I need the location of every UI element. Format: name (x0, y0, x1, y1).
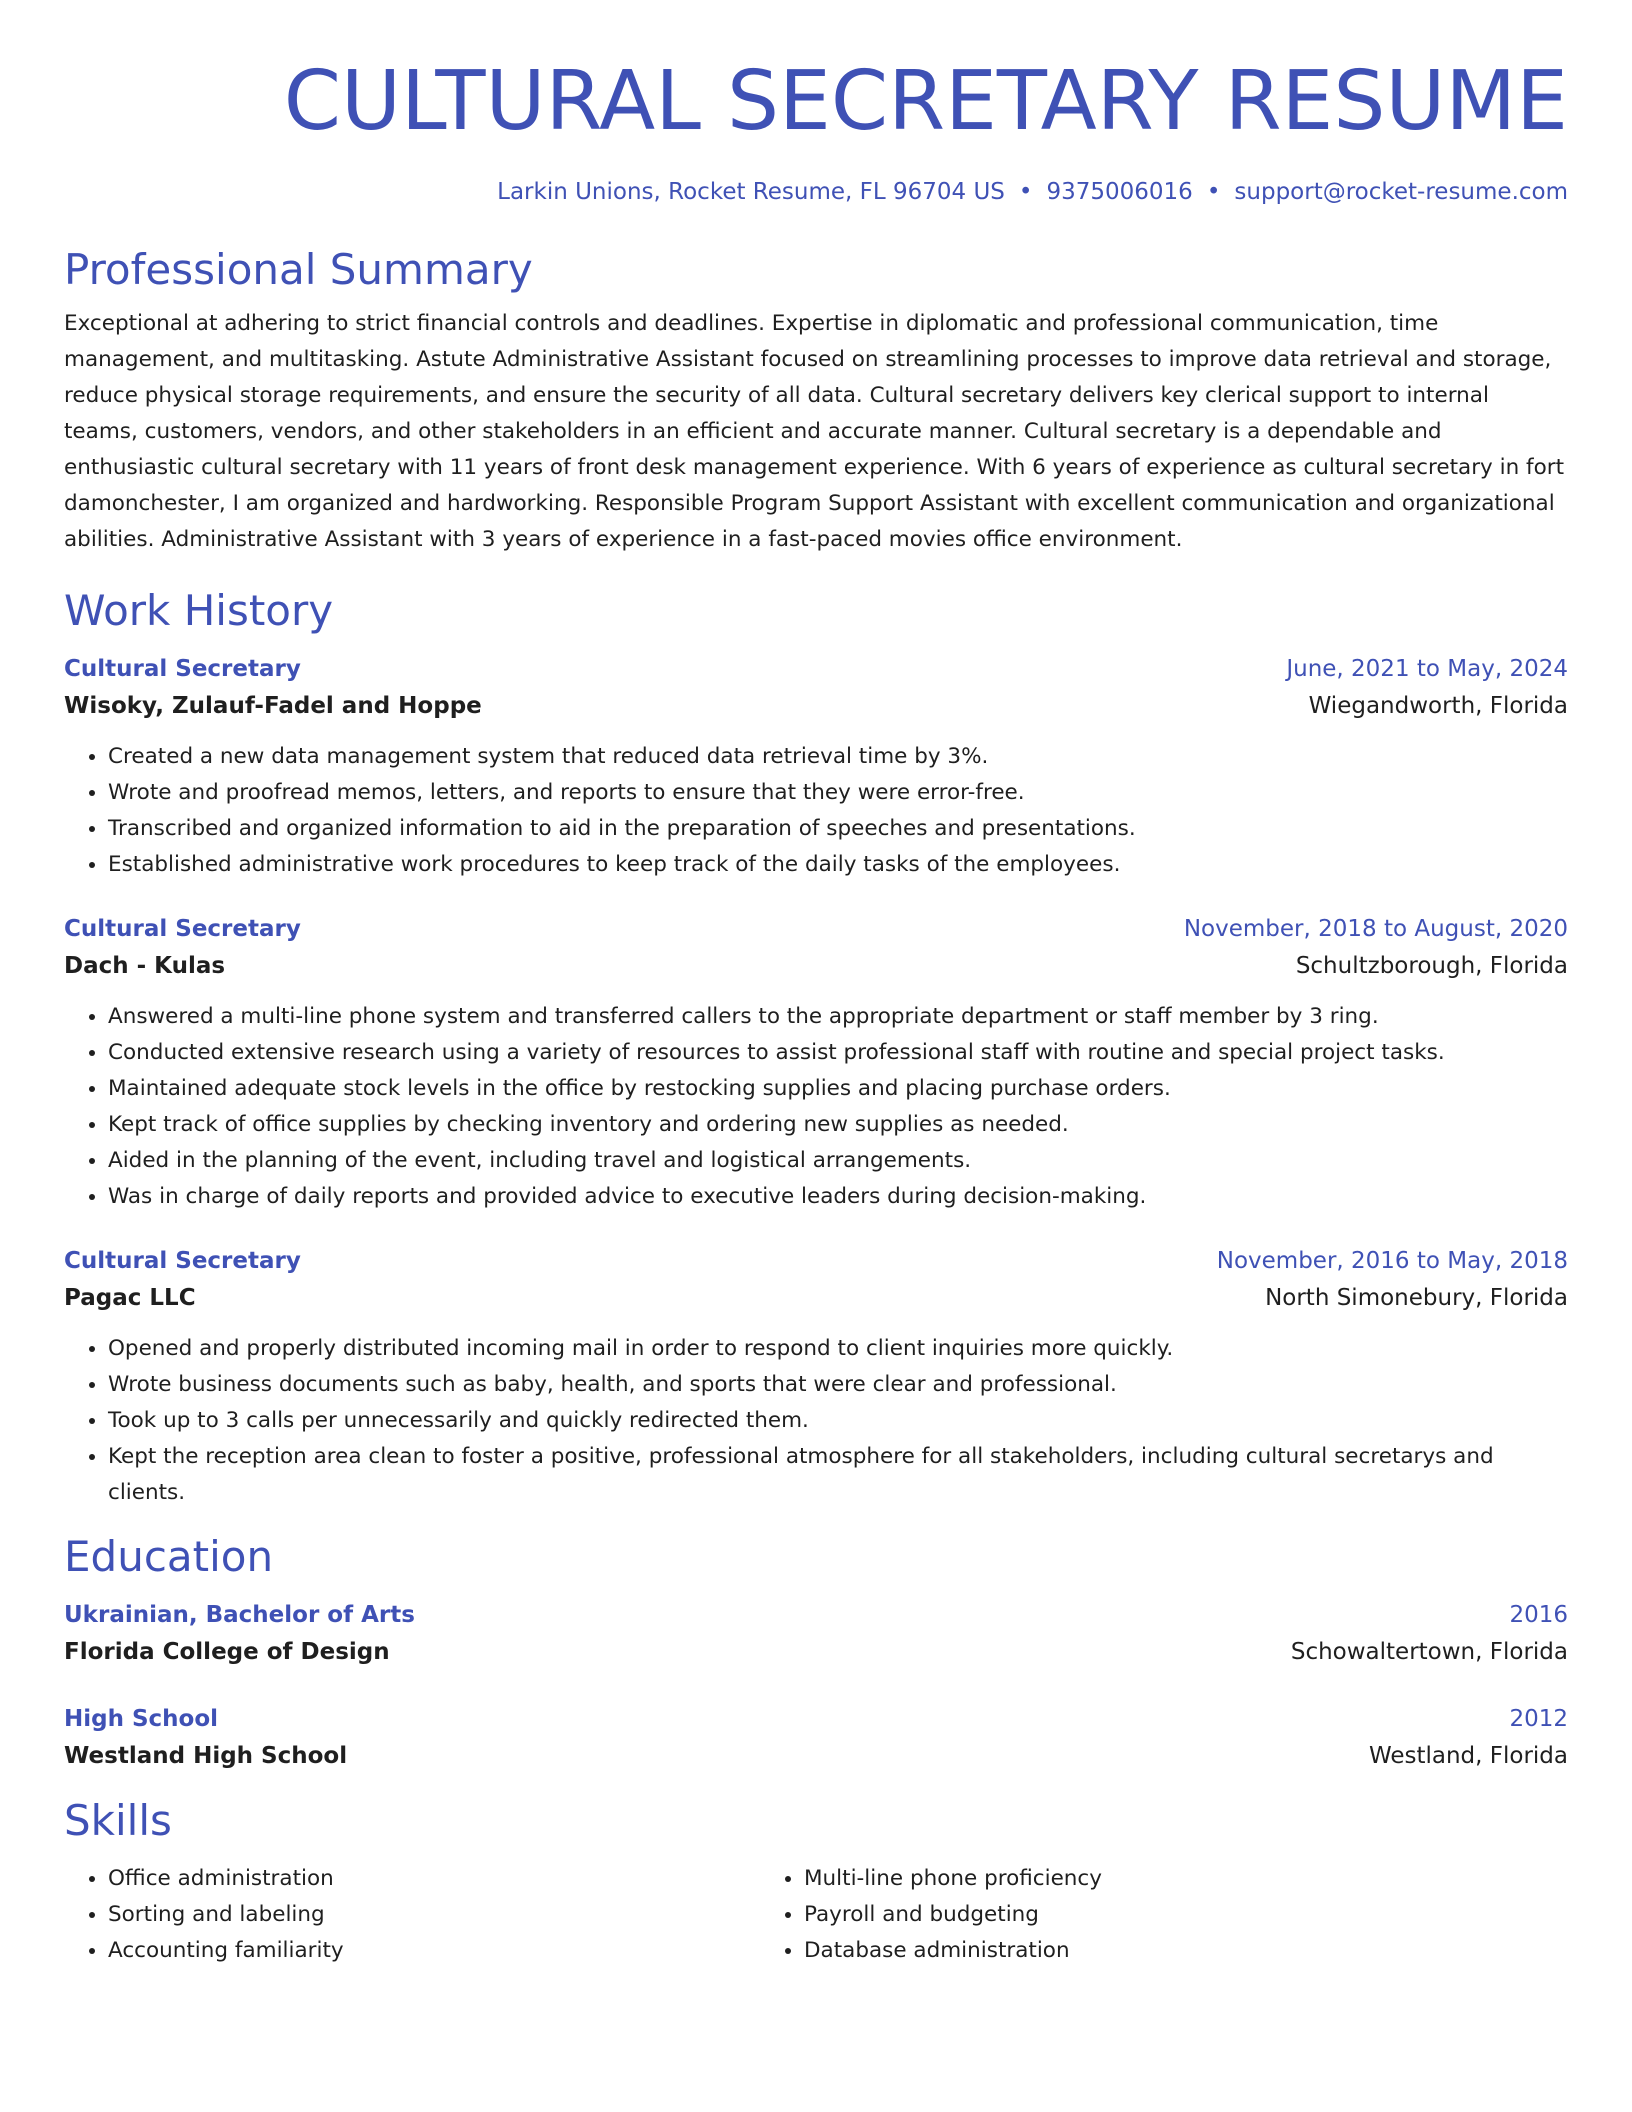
education-entry (64, 1597, 1568, 1671)
job-location: Schultzborough, Florida (1295, 953, 1568, 979)
education-degree: High School (64, 1706, 219, 1732)
skill-item: • Sorting and labeling (108, 1897, 760, 1933)
education-location: Schowaltertown, Florida (1290, 1639, 1568, 1665)
job-subheader (64, 1279, 1568, 1317)
contact-email: support@rocket-resume.com (1234, 179, 1568, 205)
job-bullet: • Was in charge of daily reports and provided advice to executive leaders during decision-making. (108, 1179, 1568, 1215)
job-bullet: • Opened and properly distributed incoming mail in order to respond to client inquiries more quickly. (108, 1331, 1568, 1367)
skills-column-left (64, 1861, 760, 1969)
resume-title: CULTURAL SECRETARY RESUME (283, 54, 1568, 149)
job-bullet: • Kept the reception area clean to foster a positive, professional atmosphere for all stakeholders, including cultural secretarys and clients. (108, 1439, 1568, 1511)
job-role: Cultural Secretary (64, 1248, 301, 1274)
education-entry (64, 1701, 1568, 1775)
job-bullet: • Took up to 3 calls per unnecessarily and quickly redirected them. (108, 1403, 1568, 1439)
contact-separator: • (1018, 179, 1033, 205)
job-subheader (64, 947, 1568, 985)
job-bullets (64, 739, 1568, 883)
job-dates: June, 2021 to May, 2024 (1286, 656, 1568, 682)
job-bullet: • Transcribed and organized information to aid in the preparation of speeches and presentations. (108, 811, 1568, 847)
job-bullet: • Wrote business documents such as baby, health, and sports that were clear and professional. (108, 1367, 1568, 1403)
job-dates: November, 2018 to August, 2020 (1183, 916, 1568, 942)
job-bullet: • Aided in the planning of the event, including travel and logistical arrangements. (108, 1143, 1568, 1179)
job-subheader (64, 687, 1568, 725)
education-header (64, 1701, 1568, 1737)
education-year: 2012 (1509, 1706, 1568, 1732)
education-year: 2016 (1509, 1602, 1568, 1628)
education-subheader (64, 1633, 1568, 1671)
contact-address: Larkin Unions, Rocket Resume, FL 96704 US (497, 179, 1005, 205)
job-header (64, 1243, 1568, 1279)
job-bullets (64, 1331, 1568, 1511)
skill-item: • Payroll and budgeting (804, 1897, 1456, 1933)
education-degree: Ukrainian, Bachelor of Arts (64, 1602, 415, 1628)
summary-heading: Professional Summary (64, 245, 533, 294)
summary-text: Exceptional at adhering to strict financial controls and deadlines. Expertise in diplomatic and professional communication, time management, and multitasking. Astute Administrative Assistant focused on streamlining processes to improve data retrieval and storage, reduce physical storage requirements, and ensure the security of all data. Cultural secretary delivers key clerical support to internal teams, customers, vendors, and other stakeholders in an efficient and accurate manner. Cultural secretary is a dependable and enthusiastic cultural secretary with 11 years of front desk management experience. With 6 years of experience as cultural secretary in fort damonchester, I am organized and hardworking. Responsible Program Support Assistant with excellent communication and organizational abilities. Administrative Assistant with 3 years of experience in a fast-paced movies office environment. (64, 311, 1565, 552)
education-header (64, 1597, 1568, 1633)
job-header (64, 911, 1568, 947)
job-entry (64, 651, 1568, 883)
job-company: Dach - Kulas (64, 953, 226, 979)
job-bullet: • Wrote and proofread memos, letters, and reports to ensure that they were error-free. (108, 775, 1568, 811)
job-company: Pagac LLC (64, 1285, 196, 1311)
skill-item: • Office administration (108, 1861, 760, 1897)
job-bullet: • Established administrative work procedures to keep track of the daily tasks of the employees. (108, 847, 1568, 883)
contact-separator: • (1206, 179, 1221, 205)
contact-phone: 9375006016 (1046, 179, 1193, 205)
job-role: Cultural Secretary (64, 656, 301, 682)
job-bullet: • Answered a multi-line phone system and transferred callers to the appropriate department or staff member by 3 ring. (108, 999, 1568, 1035)
job-bullet: • Maintained adequate stock levels in the office by restocking supplies and placing purchase orders. (108, 1071, 1568, 1107)
job-bullet: • Created a new data management system that reduced data retrieval time by 3%. (108, 739, 1568, 775)
job-location: North Simonebury, Florida (1265, 1285, 1568, 1311)
job-bullet: • Conducted extensive research using a variety of resources to assist professional staff with routine and special project tasks. (108, 1035, 1568, 1071)
job-header (64, 651, 1568, 687)
skills-column-right (760, 1861, 1456, 1969)
education-heading: Education (64, 1532, 274, 1581)
skill-item: • Accounting familiarity (108, 1933, 760, 1969)
skill-item: • Multi-line phone proficiency (804, 1861, 1456, 1897)
skills-list (64, 1861, 1568, 1969)
education-location: Westland, Florida (1368, 1743, 1568, 1769)
job-entry (64, 1243, 1568, 1511)
job-role: Cultural Secretary (64, 916, 301, 942)
work-history-heading: Work History (64, 586, 334, 635)
job-bullet: • Kept track of office supplies by checking inventory and ordering new supplies as needed. (108, 1107, 1568, 1143)
job-bullets (64, 999, 1568, 1215)
resume-header (64, 52, 1568, 209)
skill-item: • Database administration (804, 1933, 1456, 1969)
education-school: Westland High School (64, 1743, 348, 1769)
job-entry (64, 911, 1568, 1215)
job-location: Wiegandworth, Florida (1308, 693, 1568, 719)
education-subheader (64, 1737, 1568, 1775)
job-dates: November, 2016 to May, 2018 (1216, 1248, 1568, 1274)
skills-heading: Skills (64, 1796, 172, 1845)
job-company: Wisoky, Zulauf-Fadel and Hoppe (64, 693, 482, 719)
contact-line (64, 175, 1568, 209)
education-school: Florida College of Design (64, 1639, 390, 1665)
